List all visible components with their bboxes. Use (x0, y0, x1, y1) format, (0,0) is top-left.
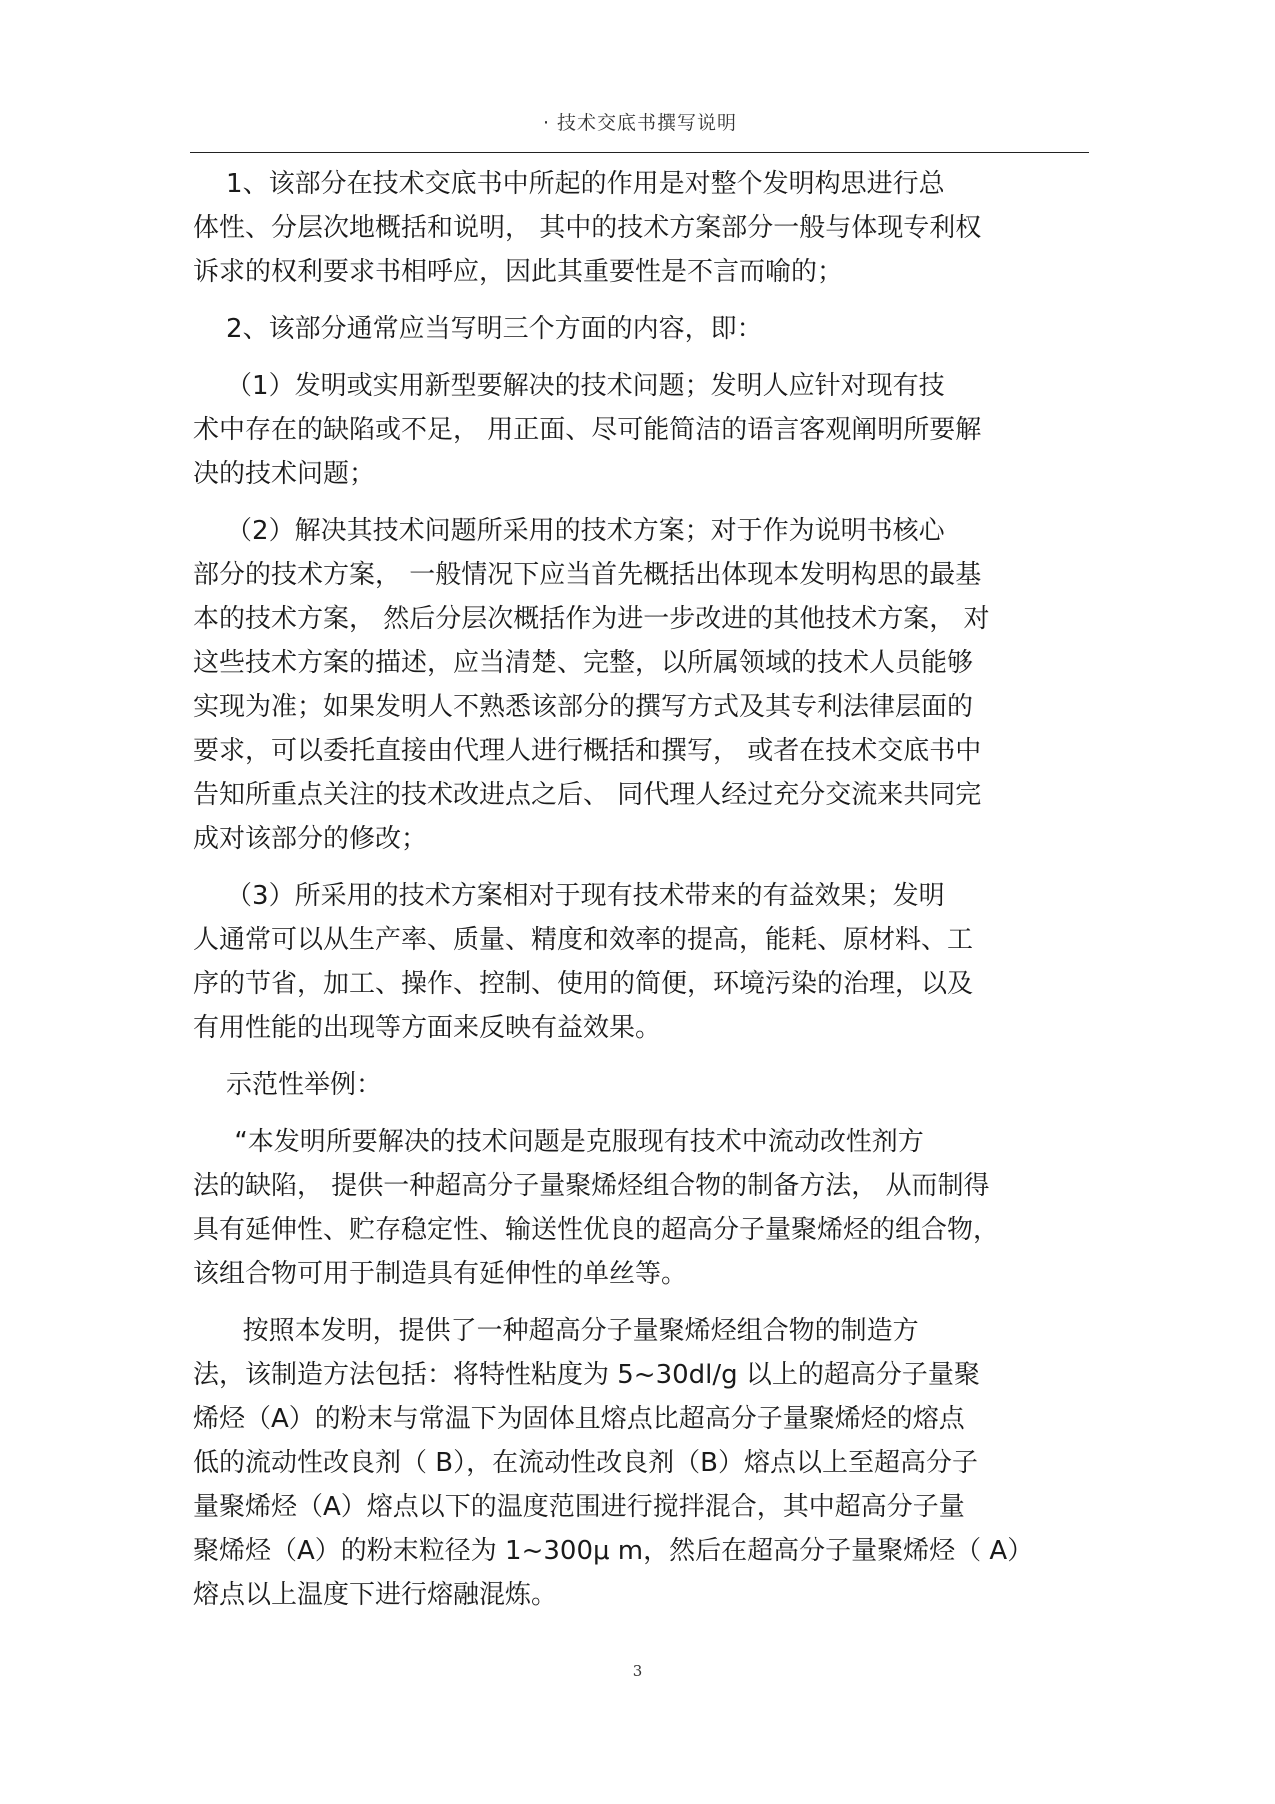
text-line: 体性、分层次地概括和说明， 其中的技术方案部分一般与体现专利权 (193, 213, 982, 243)
paragraph-2 (193, 307, 1093, 351)
text-line: 法，该制造方法包括：将特性粘度为 5~30dl/g 以上的超高分子量聚 (193, 1360, 980, 1390)
text-line: 这些技术方案的描述，应当清楚、完整，以所属领域的技术人员能够 (193, 648, 974, 678)
text-line: 按照本发明，提供了一种超高分子量聚烯烃组合物的制造方 (193, 1316, 919, 1346)
text-line: 成对该部分的修改； (193, 824, 428, 854)
text-line: 部分的技术方案， 一般情况下应当首先概括出体现本发明构思的最基 (193, 560, 982, 590)
text-line: 人通常可以从生产率、质量、精度和效率的提高，能耗、原材料、工 (193, 925, 974, 955)
paragraph-6 (193, 1063, 1093, 1107)
running-header: · 技术交底书撰写说明 (542, 112, 738, 134)
text-line: 有用性能的出现等方面来反映有益效果。 (193, 1013, 662, 1043)
text-line: 要求，可以委托直接由代理人进行概括和撰写， 或者在技术交底书中 (193, 736, 982, 766)
text-line: 该组合物可用于制造具有延伸性的单丝等。 (193, 1259, 688, 1289)
text-line: 法的缺陷， 提供一种超高分子量聚烯烃组合物的制备方法， 从而制得 (193, 1171, 990, 1201)
text-line: 具有延伸性、贮存稳定性、输送性优良的超高分子量聚烯烃的组合物， (193, 1215, 1000, 1245)
text-line: 序的节省，加工、操作、控制、使用的简便，环境污染的治理，以及 (193, 969, 974, 999)
text-line: 低的流动性改良剂（ B），在流动性改良剂（B）熔点以上至超高分子 (193, 1448, 978, 1478)
paragraph-3 (193, 364, 1093, 496)
text-line: 诉求的权利要求书相呼应，因此其重要性是不言而喻的； (193, 257, 844, 287)
paragraph-7 (193, 1120, 1093, 1296)
text-line: 示范性举例： (193, 1070, 383, 1100)
text-line: 烯烃（A）的粉末与常温下为固体且熔点比超高分子量聚烯烃的熔点 (193, 1404, 965, 1434)
document-body (193, 162, 1093, 1630)
paragraph-1 (193, 162, 1093, 294)
text-line: 聚烯烃（A）的粉末粒径为 1~300μ m，然后在超高分子量聚烯烃（ A） (193, 1536, 1034, 1566)
text-line: （2）解决其技术问题所采用的技术方案；对于作为说明书核心 (193, 516, 945, 546)
text-line: “本发明所要解决的技术问题是克服现有技术中流动改性剂方 (193, 1127, 924, 1157)
text-line: 量聚烯烃（A）熔点以下的温度范围进行搅拌混合，其中超高分子量 (193, 1492, 965, 1522)
text-line: 决的技术问题； (193, 459, 376, 489)
paragraph-5 (193, 874, 1093, 1050)
text-line: 实现为准；如果发明人不熟悉该部分的撰写方式及其专利法律层面的 (193, 692, 974, 722)
text-line: 熔点以上温度下进行熔融混炼。 (193, 1580, 558, 1610)
paragraph-4 (193, 509, 1093, 861)
text-line: 告知所重点关注的技术改进点之后、 同代理人经过充分交流来共同完 (193, 780, 982, 810)
page-number: 3 (632, 1662, 643, 1680)
paragraph-8 (193, 1309, 1093, 1617)
text-line: （1）发明或实用新型要解决的技术问题；发明人应针对现有技 (193, 371, 945, 401)
text-line: 2、该部分通常应当写明三个方面的内容，即： (193, 314, 763, 344)
text-line: 1、该部分在技术交底书中所起的作用是对整个发明构思进行总 (193, 169, 945, 199)
text-line: （3）所采用的技术方案相对于现有技术带来的有益效果；发明 (193, 881, 945, 911)
text-line: 术中存在的缺陷或不足， 用正面、尽可能简洁的语言客观阐明所要解 (193, 415, 982, 445)
header-rule (190, 152, 1089, 153)
text-line: 本的技术方案， 然后分层次概括作为进一步改进的其他技术方案， 对 (193, 604, 990, 634)
